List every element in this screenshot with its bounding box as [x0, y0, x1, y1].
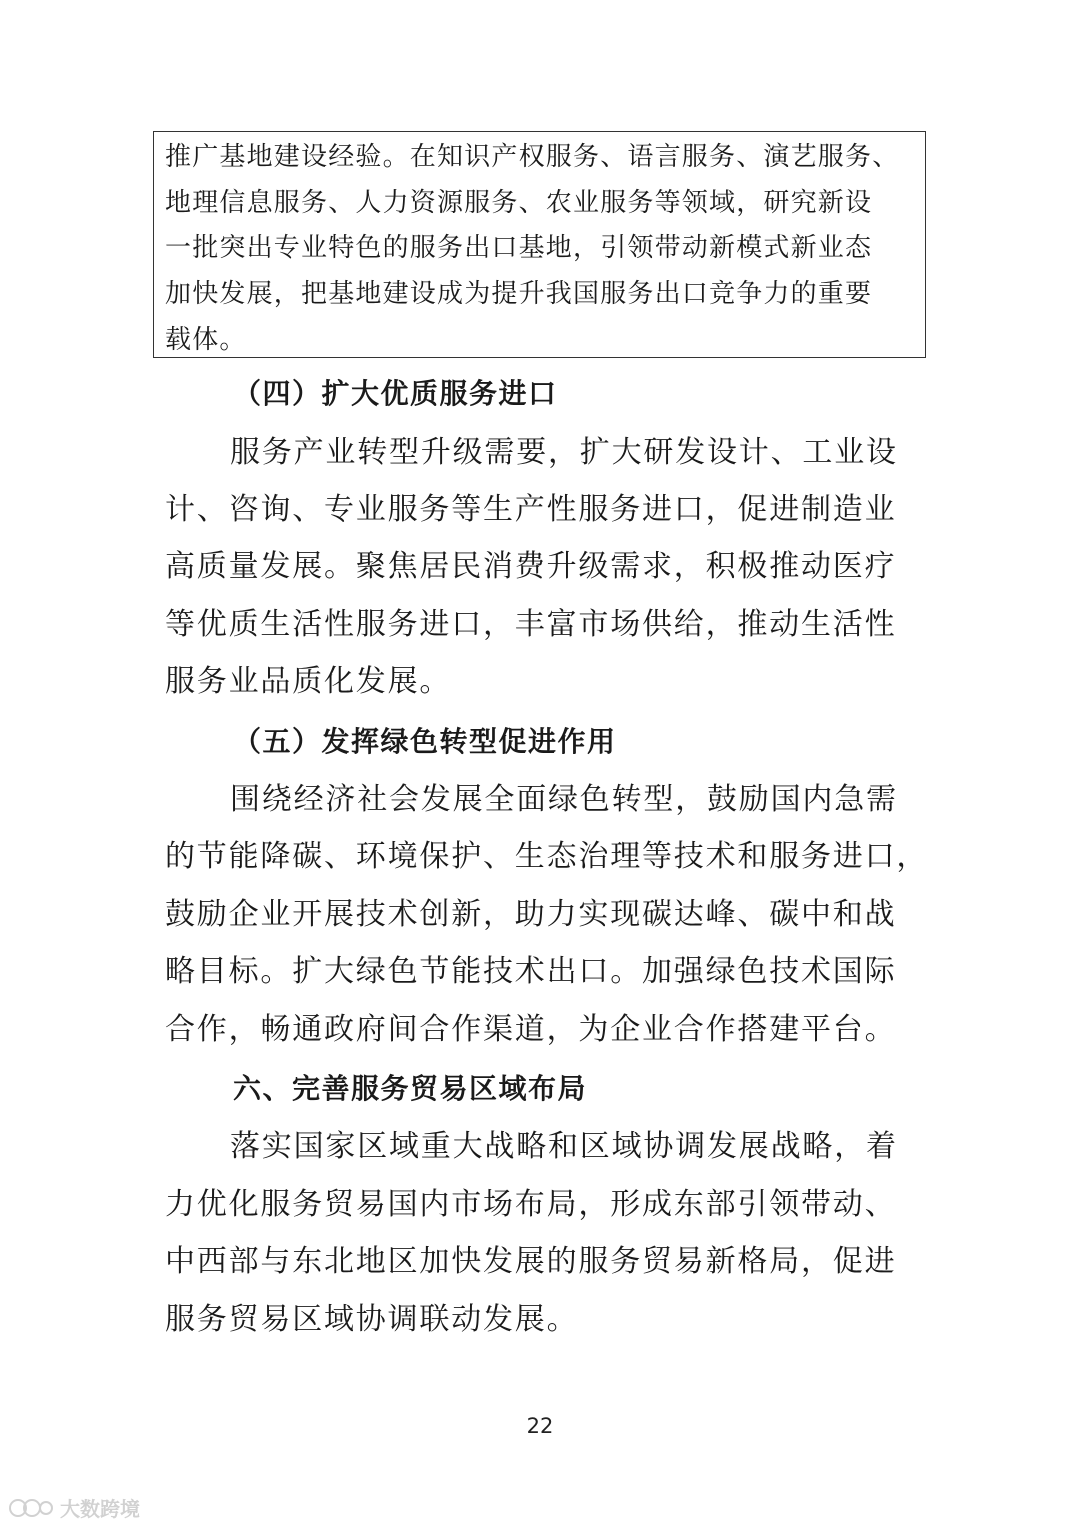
section-4-line: 计、咨询、专业服务等生产性服务进口，促进制造业	[165, 492, 897, 527]
section-5-line: 的节能降碳、环境保护、生态治理等技术和服务进口，	[165, 839, 929, 874]
logo-icon	[8, 1496, 54, 1520]
boxed-paragraph-line: 推广基地建设经验。在知识产权服务、语言服务、演艺服务、	[165, 142, 900, 172]
watermark-text: 大数跨境	[60, 1497, 140, 1521]
section-6-line: 落实国家区域重大战略和区域协调发展战略，着	[230, 1129, 898, 1164]
section-5-heading: （五）发挥绿色转型促进作用	[233, 725, 617, 758]
page-number: 22	[526, 1414, 554, 1438]
boxed-paragraph-line: 载体。	[165, 325, 247, 355]
section-5-line: 围绕经济社会发展全面绿色转型，鼓励国内急需	[230, 782, 898, 817]
section-4-line: 等优质生活性服务进口，丰富市场供给，推动生活性	[165, 607, 897, 642]
boxed-paragraph-line: 加快发展，把基地建设成为提升我国服务出口竞争力的重要	[165, 279, 873, 309]
boxed-paragraph-line: 地理信息服务、人力资源服务、农业服务等领域，研究新设	[165, 188, 873, 218]
section-5-line: 略目标。扩大绿色节能技术出口。加强绿色技术国际	[165, 954, 897, 989]
section-4-line: 服务产业转型升级需要，扩大研发设计、工业设	[230, 435, 898, 470]
section-6-line: 力优化服务贸易国内市场布局，形成东部引领带动、	[165, 1187, 897, 1222]
section-4-line: 服务业品质化发展。	[165, 664, 452, 699]
boxed-paragraph-line: 一批突出专业特色的服务出口基地，引领带动新模式新业态	[165, 233, 873, 263]
section-6-line: 中西部与东北地区加快发展的服务贸易新格局，促进	[165, 1244, 897, 1279]
section-6-line: 服务贸易区域协调联动发展。	[165, 1302, 579, 1337]
section-4-line: 高质量发展。聚焦居民消费升级需求，积极推动医疗	[165, 549, 897, 584]
section-5-line: 鼓励企业开展技术创新，助力实现碳达峰、碳中和战	[165, 897, 897, 932]
section-5-line: 合作，畅通政府间合作渠道，为企业合作搭建平台。	[165, 1012, 897, 1047]
section-4-heading: （四）扩大优质服务进口	[233, 377, 558, 410]
watermark	[8, 1493, 140, 1522]
section-6-heading: 六、完善服务贸易区域布局	[233, 1072, 588, 1105]
